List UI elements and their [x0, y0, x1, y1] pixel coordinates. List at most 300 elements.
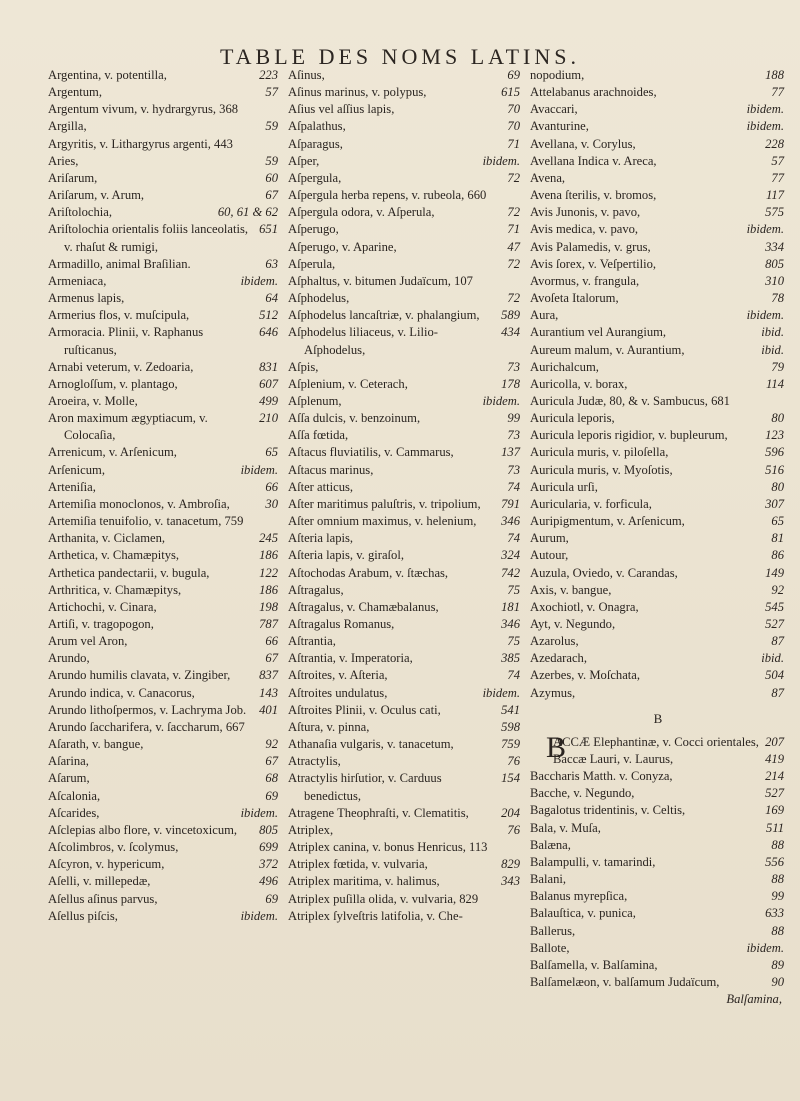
entry-term: Armeniaca, [48, 273, 107, 288]
entry-term: Avis ſorex, v. Veſpertilio, [530, 256, 657, 271]
page-reference: 30 [265, 496, 278, 511]
index-entry [288, 891, 522, 908]
page-reference: 74 [507, 479, 520, 494]
page-reference: 385 [501, 651, 520, 666]
entry-term: Aſtroites, v. Aſteria, [288, 668, 388, 683]
entry-term: Avis medica, v. pavo, [530, 222, 639, 237]
entry-term: Aſellus aſinus parvus, [48, 891, 158, 906]
index-entry [288, 221, 522, 238]
index-entry [288, 84, 522, 101]
page-reference: 65 [265, 445, 278, 460]
entry-term: Balſamelæon, v. balſamum Judaïcum, [530, 974, 720, 989]
entry-term: Atriplex canina, v. bonus Henricus, 113 [288, 840, 488, 855]
entry-term: Avellana Indica v. Areca, [530, 153, 657, 168]
entry-term: Ariſarum, v. Arum, [48, 188, 145, 203]
page-reference: 178 [501, 376, 520, 391]
index-entry [48, 273, 280, 290]
entry-term: Artichochi, v. Cinara, [48, 599, 157, 614]
index-entry [48, 582, 280, 599]
entry-term: Arthritica, v. Chamæpitys, [48, 582, 182, 597]
page-reference: 598 [501, 719, 520, 734]
index-entry [288, 616, 522, 633]
index-entry [288, 873, 522, 890]
index-columns [48, 67, 788, 1008]
entry-term: Atriplex ſylveſtris latifolia, v. Che- [288, 908, 463, 923]
index-entry [288, 633, 522, 650]
index-entry [48, 685, 280, 702]
entry-term: Avis Junonis, v. pavo, [530, 205, 641, 220]
index-entry [288, 376, 522, 393]
entry-term: Avoſeta Italorum, [530, 291, 619, 306]
page-reference: 204 [501, 805, 520, 820]
entry-term: Aſtacus fluviatilis, v. Cammarus, [288, 445, 454, 460]
index-entry [48, 444, 280, 461]
index-entry [530, 359, 786, 376]
entry-term: Aſtochodas Arabum, v. ſtæchas, [288, 565, 449, 580]
index-entry [530, 888, 786, 905]
index-entry [48, 702, 280, 719]
index-entry [48, 719, 280, 736]
entry-term: Aſtragalus Romanus, [288, 617, 395, 631]
page-reference: 228 [765, 136, 784, 151]
page-reference: 607 [259, 376, 278, 391]
page-reference: 69 [265, 891, 278, 906]
page-reference: 73 [507, 462, 520, 477]
page-reference: 589 [501, 308, 520, 323]
page-reference: 72 [507, 291, 520, 306]
entry-term: Aſtragalus, [288, 582, 344, 597]
page-reference: 71 [507, 136, 520, 151]
index-entry [530, 376, 786, 393]
index-entry [530, 444, 786, 461]
page-reference: 556 [765, 854, 784, 869]
entry-term: Argentum vivum, v. hydrargyrus, 368 [48, 102, 239, 117]
page-reference: 60, 61 & 62 [217, 205, 278, 220]
page-reference: 59 [265, 153, 278, 168]
index-entry [48, 256, 280, 273]
page-reference: 123 [765, 428, 784, 443]
index-entry [530, 221, 786, 238]
index-entry [48, 187, 280, 204]
entry-term: Aſteria lapis, v. giraſol, [288, 548, 404, 563]
page-reference: 72 [507, 256, 520, 271]
entry-term: Ariſtolochia orientalis foliis lanceolatis, v. rhaſut & rumigi, [48, 222, 249, 254]
index-entry [288, 908, 522, 925]
entry-term: Aſarum, [48, 771, 90, 786]
entry-term: Arum vel Aron, [48, 634, 128, 649]
entry-term: Argentum, [48, 85, 102, 100]
page-reference: 742 [501, 565, 520, 580]
index-entry [48, 290, 280, 307]
index-entry [530, 84, 786, 101]
index-entry [288, 239, 522, 256]
index-entry [530, 923, 786, 940]
page-reference: 434 [501, 325, 520, 340]
index-entry [48, 770, 280, 787]
entry-term: Aſinus marinus, v. polypus, [288, 85, 427, 100]
index-entry [288, 856, 522, 873]
index-entry [288, 839, 522, 856]
entry-term: Aſphodelus lancaſtriæ, v. phalangium, [288, 308, 480, 323]
entry-term: Aureum malum, v. Aurantium, [530, 342, 685, 357]
entry-term: Aſſa fœtida, [288, 428, 349, 443]
page-reference: 99 [771, 889, 784, 904]
index-entry [48, 324, 280, 358]
entry-term: Atriplex maritima, v. halimus, [288, 874, 440, 889]
index-entry [288, 702, 522, 719]
page-reference: 92 [265, 737, 278, 752]
index-entry [48, 599, 280, 616]
entry-term: Attelabanus arachnoides, [530, 85, 657, 100]
page-reference: ibid. [761, 651, 784, 666]
entry-term: Artiſi, v. tragopogon, [48, 617, 154, 631]
index-entry [288, 427, 522, 444]
page-reference: ibidem. [746, 119, 784, 134]
index-entry [288, 359, 522, 376]
entry-term: Aſpis, [288, 359, 319, 374]
index-entry [530, 256, 786, 273]
index-entry [48, 753, 280, 770]
index-entry [288, 67, 522, 84]
entry-term: Aſperula, [288, 256, 336, 271]
page-reference: 60 [265, 170, 278, 185]
index-entry [48, 891, 280, 908]
page-reference: 545 [765, 599, 784, 614]
entry-term: Aſcyron, v. hypericum, [48, 857, 165, 872]
index-column-2 [288, 67, 522, 1008]
index-entry [530, 667, 786, 684]
entry-term: Aſper, [288, 153, 320, 168]
index-entry [48, 170, 280, 187]
index-entry [530, 599, 786, 616]
entry-term: Axis, v. bangue, [530, 582, 612, 597]
index-entry [48, 822, 280, 839]
page-reference: 324 [501, 548, 520, 563]
index-entry [48, 410, 280, 444]
page-reference: 89 [771, 957, 784, 972]
entry-term: Arundo ſaccharifera, v. ſaccharum, 667 [48, 719, 245, 734]
page-reference: 615 [501, 85, 520, 100]
entry-term: Aſcalonia, [48, 788, 101, 803]
entry-term: Aſinus, [288, 68, 325, 82]
page-reference: 198 [259, 599, 278, 614]
page-reference: 511 [766, 820, 784, 835]
index-entry [288, 599, 522, 616]
index-entry [530, 820, 786, 837]
page-reference: 596 [765, 445, 784, 460]
page-reference: 154 [501, 771, 520, 786]
page-reference: 79 [771, 359, 784, 374]
entry-term: Armoracia. Plinii, v. Raphanus ruſticanus, [48, 325, 204, 357]
catchword: Balſamina, [726, 992, 782, 1007]
index-entry [288, 290, 522, 307]
page-reference: ibidem. [482, 393, 520, 408]
index-entry [530, 837, 786, 854]
entry-term: Arthetica pandectarii, v. bugula, [48, 565, 210, 580]
index-entry [288, 170, 522, 187]
index-entry [530, 530, 786, 547]
page-reference: 646 [259, 325, 278, 340]
page-reference: 651 [259, 222, 278, 237]
entry-term: Balanus myrepſica, [530, 889, 628, 904]
index-entry [288, 462, 522, 479]
entry-term: Aroeira, v. Molle, [48, 393, 138, 408]
index-entry [288, 496, 522, 513]
page-reference: 74 [507, 531, 520, 546]
entry-term: Bala, v. Muſa, [530, 820, 601, 835]
index-entry [530, 751, 786, 768]
entry-term: Auricula muris, v. Myoſotis, [530, 462, 673, 477]
page-reference: 504 [765, 668, 784, 683]
entry-term: Ballerus, [530, 923, 576, 938]
index-entry [530, 974, 786, 991]
entry-term: Auzula, Oviedo, v. Carandas, [530, 565, 678, 580]
entry-term: Azerbes, v. Moſchata, [530, 668, 641, 683]
entry-term: Bacche, v. Negundo, [530, 786, 635, 801]
page-reference: 512 [259, 308, 278, 323]
page-reference: ibidem. [240, 908, 278, 923]
index-entry [288, 410, 522, 427]
entry-term: Armenus lapis, [48, 291, 125, 306]
entry-term: Arthetica, v. Chamæpitys, [48, 548, 180, 563]
page-reference: 207 [765, 734, 784, 749]
page-reference: 831 [259, 359, 278, 374]
page-reference: 47 [507, 239, 520, 254]
page-reference: 186 [259, 548, 278, 563]
entry-term: Avanturine, [530, 119, 589, 134]
entry-term: Balampulli, v. tamarindi, [530, 854, 656, 869]
page-reference: 73 [507, 359, 520, 374]
page-reference: 76 [507, 754, 520, 769]
index-entry [288, 753, 522, 770]
section-letter: B [653, 710, 663, 726]
page-reference: 99 [507, 411, 520, 426]
index-entry [530, 324, 786, 341]
index-entry [530, 650, 786, 667]
entry-term: Armerius flos, v. muſcipula, [48, 308, 190, 323]
page-reference: ibidem. [240, 805, 278, 820]
entry-term: Auricula muris, v. piloſella, [530, 445, 669, 460]
entry-term: Aſclepias albo flore, v. vincetoxicum, [48, 822, 238, 837]
index-entry [48, 84, 280, 101]
page-reference: 74 [507, 668, 520, 683]
index-entry [530, 462, 786, 479]
entry-term: Aſpergula odora, v. Aſperula, [288, 205, 435, 220]
entry-term: Azymus, [530, 685, 576, 700]
page-reference: 496 [259, 874, 278, 889]
page-reference: 181 [501, 599, 520, 614]
index-entry [288, 101, 522, 118]
index-entry [288, 719, 522, 736]
index-entry [288, 650, 522, 667]
entry-term: nopodium, [530, 68, 585, 82]
index-entry [48, 839, 280, 856]
index-entry [48, 513, 280, 530]
entry-term: Balæna, [530, 837, 571, 852]
index-entry [48, 118, 280, 135]
page-reference: 223 [259, 68, 278, 82]
index-entry [288, 530, 522, 547]
page-reference: 117 [766, 188, 784, 203]
index-entry [288, 136, 522, 153]
entry-term: Aſplenium, v. Ceterach, [288, 376, 408, 391]
page-reference: 499 [259, 393, 278, 408]
index-entry [288, 667, 522, 684]
index-entry [48, 908, 280, 925]
page-reference: ibidem. [240, 273, 278, 288]
entry-term: Aſphodelus liliaceus, v. Lilio-Aſphodelus, [288, 325, 438, 357]
index-entry [48, 153, 280, 170]
page-reference: 69 [507, 68, 520, 82]
index-entry [530, 307, 786, 324]
entry-term: Aſphodelus, [288, 291, 350, 306]
index-entry [288, 393, 522, 410]
entry-term: Ariſtolochia, [48, 205, 113, 220]
entry-term: Aſius vel aſſius lapis, [288, 102, 395, 117]
entry-term: Auricolla, v. borax, [530, 376, 628, 391]
entry-term: Aſtroites Plinii, v. Oculus cati, [288, 702, 441, 717]
index-entry [48, 393, 280, 410]
entry-term: Azarolus, [530, 634, 579, 649]
entry-term: Aſcolimbros, v. ſcolymus, [48, 840, 179, 855]
page-reference: 575 [765, 205, 784, 220]
page-reference: ibid. [761, 325, 784, 340]
page-reference: 122 [259, 565, 278, 580]
entry-term: Avena ſterilis, v. bromos, [530, 188, 657, 203]
entry-term: Aſteria lapis, [288, 531, 354, 546]
page-reference: ibid. [761, 342, 784, 357]
page-reference: 699 [259, 840, 278, 855]
entry-term: Artemiſia tenuifolio, v. tanacetum, 759 [48, 514, 244, 529]
index-entry [48, 633, 280, 650]
entry-term: Balauſtica, v. punica, [530, 906, 636, 921]
entry-term: Aſplenum, [288, 393, 342, 408]
index-entry [530, 153, 786, 170]
index-entry [530, 136, 786, 153]
entry-term: Aſpalathus, [288, 119, 346, 134]
entry-term: Aurantium vel Aurangium, [530, 325, 667, 340]
entry-term: Atragene Theophraſti, v. Clematitis, [288, 805, 469, 820]
page-reference: 829 [501, 857, 520, 872]
index-entry [530, 871, 786, 888]
index-entry [530, 170, 786, 187]
entry-term: Avena, [530, 170, 566, 185]
entry-term: Ariſarum, [48, 170, 98, 185]
page-reference: ibidem. [482, 153, 520, 168]
entry-term: Baccharis Matth. v. Conyza, [530, 769, 673, 784]
entry-term: Atriplex, [288, 822, 334, 837]
page-reference: 90 [771, 974, 784, 989]
index-entry [48, 565, 280, 582]
index-entry [530, 633, 786, 650]
index-entry [48, 479, 280, 496]
entry-term: Aſphaltus, v. bitumen Judaïcum, 107 [288, 273, 473, 288]
page-reference: 346 [501, 514, 520, 529]
page-reference: 516 [765, 462, 784, 477]
index-entry [530, 239, 786, 256]
index-entry [288, 324, 522, 358]
page-reference: 75 [507, 582, 520, 597]
index-entry [48, 204, 280, 221]
entry-term: Aries, [48, 153, 79, 168]
page-reference: 67 [265, 188, 278, 203]
index-entry [48, 101, 280, 118]
entry-term: Aſparagus, [288, 136, 343, 151]
index-column-1 [48, 67, 280, 1008]
entry-term: Ayt, v. Negundo, [530, 617, 616, 631]
index-entry [48, 788, 280, 805]
entry-term: Aſperugo, [288, 222, 339, 237]
index-entry [530, 582, 786, 599]
entry-term: Atractylis, [288, 754, 341, 769]
entry-term: Aſter omnium maximus, v. helenium, [288, 514, 477, 529]
index-entry [288, 565, 522, 582]
entry-term: Argilla, [48, 119, 87, 134]
index-entry [288, 153, 522, 170]
entry-term: Aſtacus marinus, [288, 462, 374, 477]
index-entry [530, 393, 786, 410]
index-entry [288, 685, 522, 702]
entry-term: Autour, [530, 548, 569, 563]
index-entry [48, 359, 280, 376]
entry-term: Aron maximum ægyptiacum, v. Colocaſia, [48, 411, 208, 443]
page-reference: 143 [259, 685, 278, 700]
page-reference: 372 [259, 857, 278, 872]
entry-term: Aſtroites undulatus, [288, 685, 388, 700]
page-reference: 80 [771, 411, 784, 426]
index-entry [288, 273, 522, 290]
entry-term: Armadillo, animal Braſilian. [48, 256, 191, 271]
entry-term: Aſter atticus, [288, 479, 354, 494]
entry-term: Arundo indica, v. Canacorus, [48, 685, 195, 700]
index-entry [288, 118, 522, 135]
index-entry [288, 444, 522, 461]
entry-term: Aurum, [530, 531, 569, 546]
page-reference: 633 [765, 906, 784, 921]
page-reference: 805 [765, 256, 784, 271]
index-entry [288, 736, 522, 753]
page-reference: 527 [765, 786, 784, 801]
page-reference: 541 [501, 702, 520, 717]
entry-term: Balani, [530, 872, 567, 887]
page-reference: 149 [765, 565, 784, 580]
page-reference: 114 [766, 376, 784, 391]
index-entry [48, 873, 280, 890]
page-reference: ibidem. [746, 940, 784, 955]
index-entry [530, 768, 786, 785]
index-entry [48, 67, 280, 84]
entry-term: Aſpergula herba repens, v. rubeola, 660 [288, 188, 487, 203]
page-reference: 759 [501, 737, 520, 752]
page-reference: 837 [259, 668, 278, 683]
page-reference: 334 [765, 239, 784, 254]
page-reference: 210 [259, 411, 278, 426]
index-entry [288, 256, 522, 273]
page-reference: 805 [259, 822, 278, 837]
page-reference: 92 [771, 582, 784, 597]
entry-term: Arnoglοſſum, v. plantago, [48, 376, 178, 391]
index-entry [48, 307, 280, 324]
index-entry [530, 187, 786, 204]
page-reference: 57 [265, 85, 278, 100]
page-reference: 77 [771, 170, 784, 185]
index-entry [48, 376, 280, 393]
page-reference: 791 [501, 496, 520, 511]
page-reference: 188 [765, 68, 784, 82]
entry-term: Aura, [530, 308, 559, 323]
entry-term: Auricula leporis, [530, 411, 615, 426]
index-entry [530, 496, 786, 513]
